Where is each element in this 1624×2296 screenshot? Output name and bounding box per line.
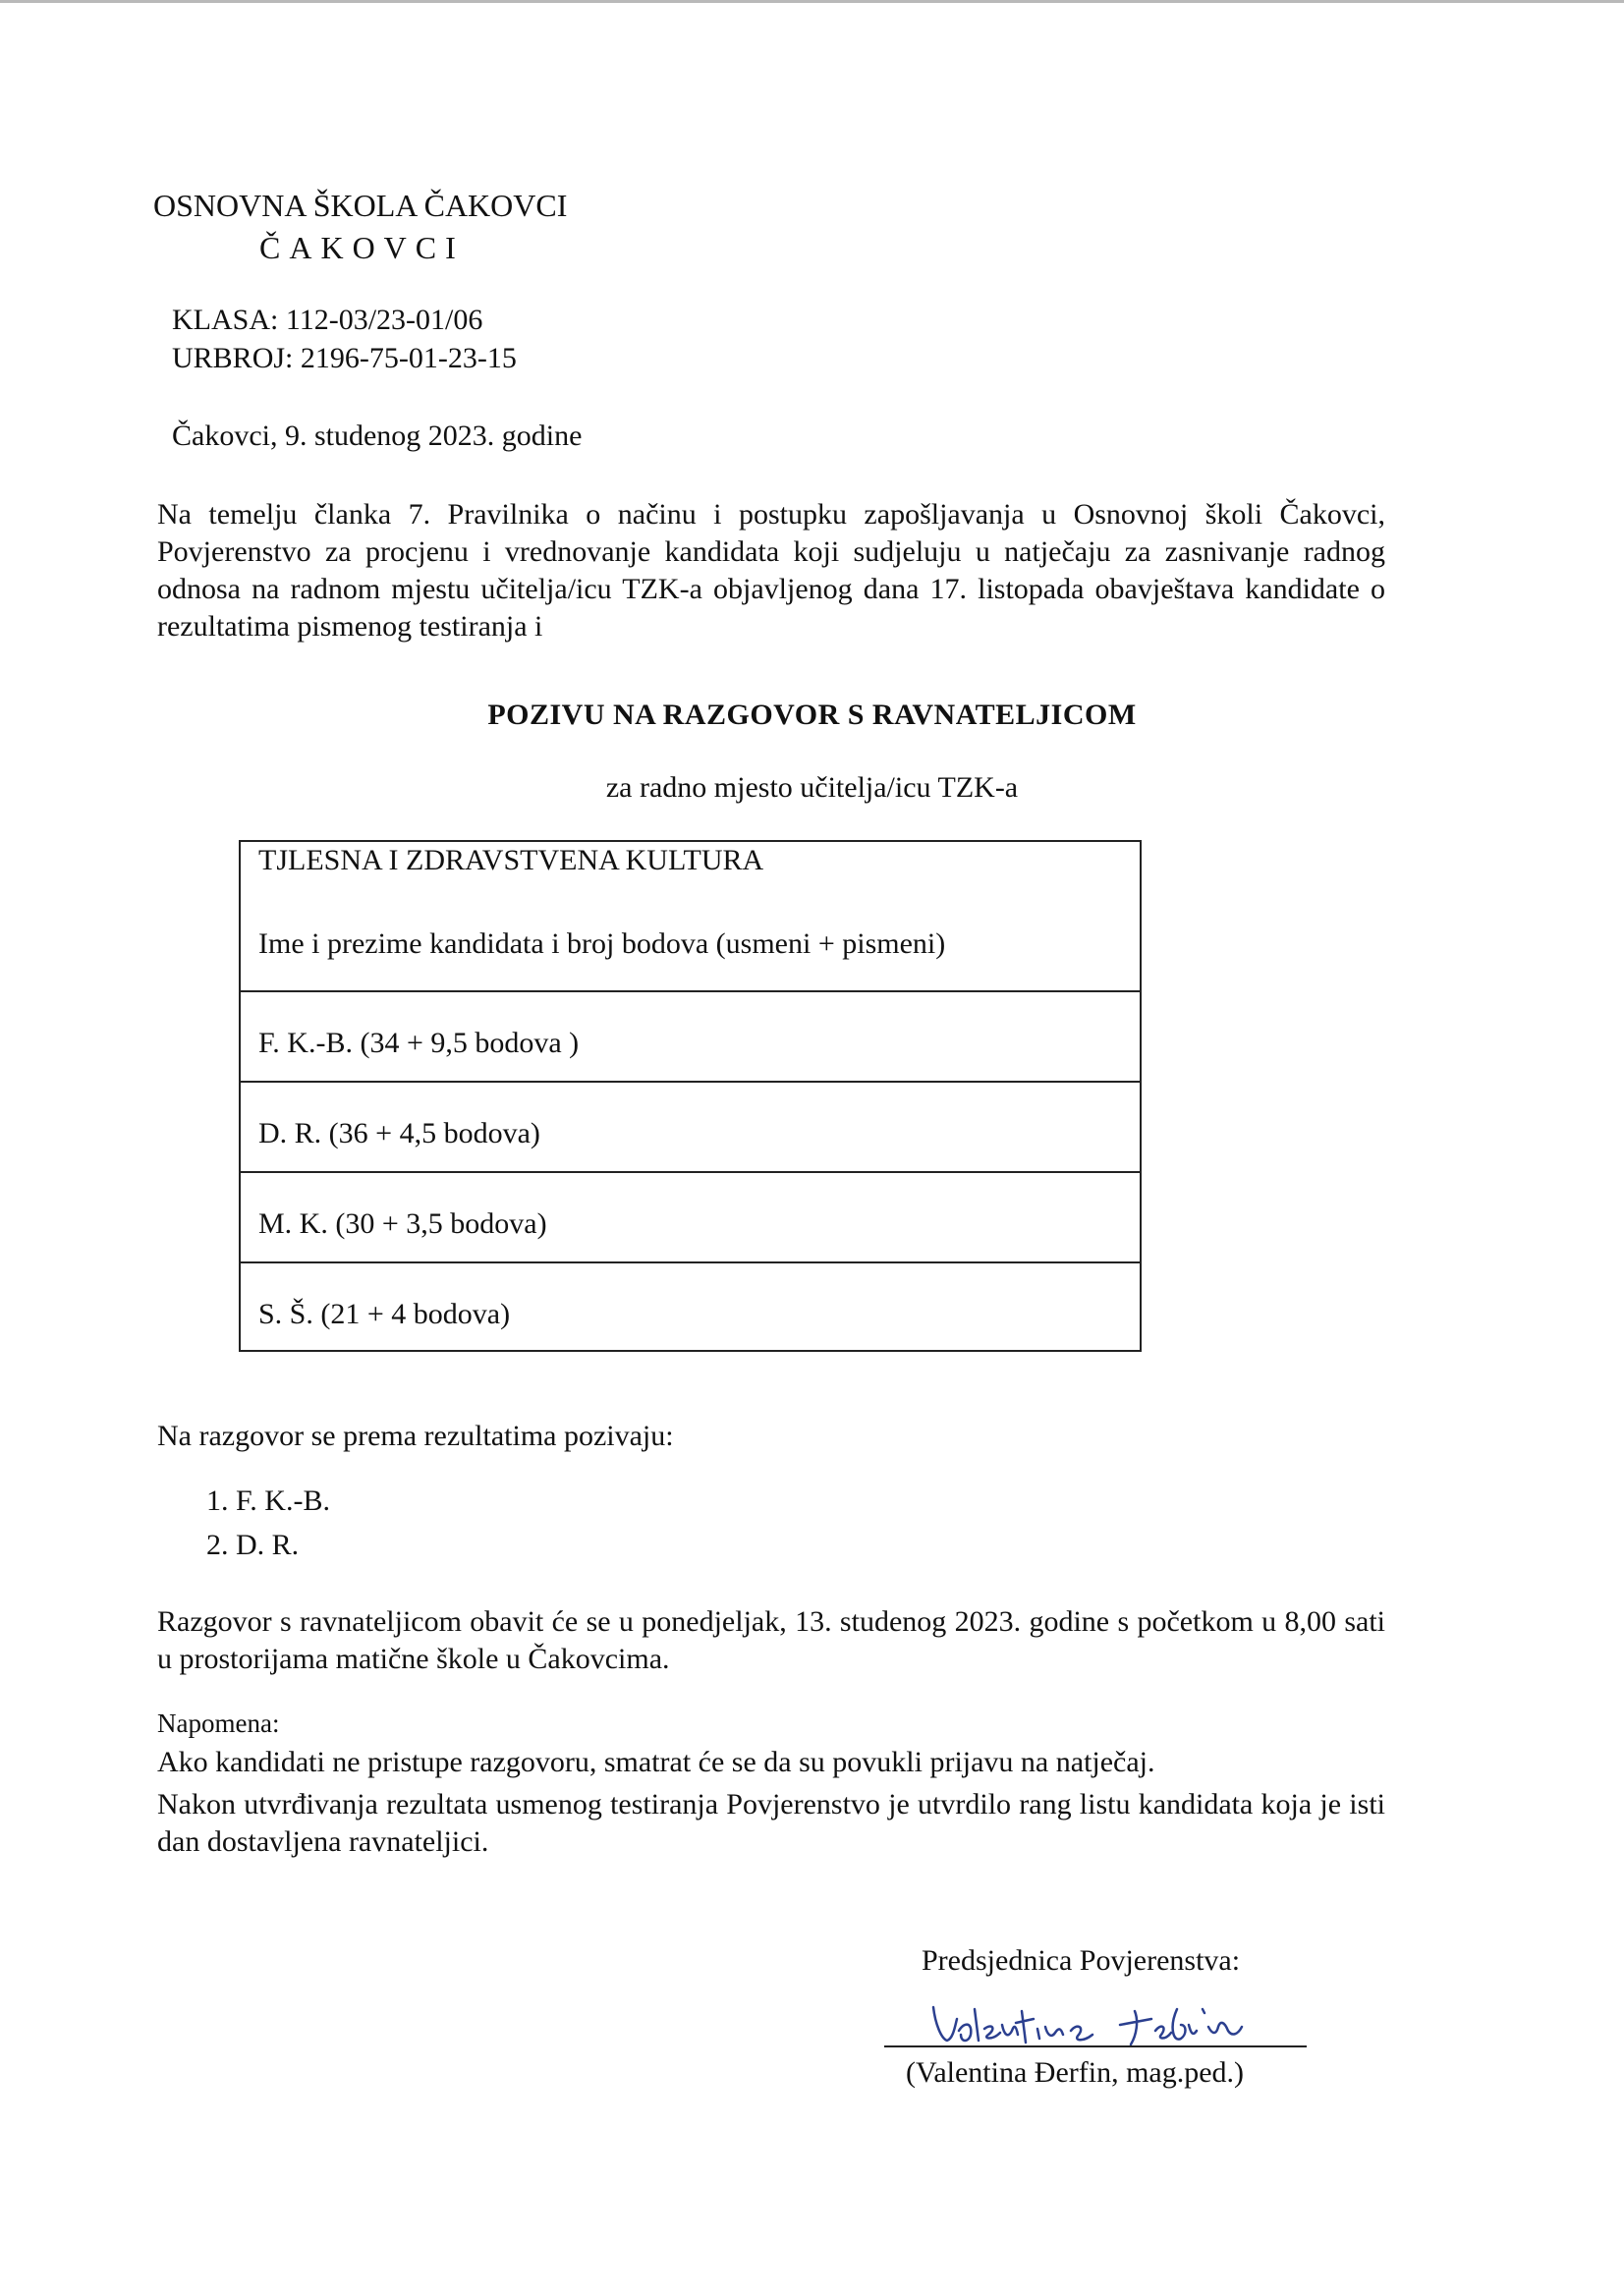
table-header <box>241 842 1140 992</box>
table-column-header: Ime i prezime kandidata i broj bodova (usmeni + pismeni) <box>258 927 946 960</box>
results-table <box>239 840 1142 1352</box>
handwritten-signature <box>924 1989 1297 2058</box>
document-subheading: za radno mjesto učitelja/icu TZK-a <box>605 771 1019 804</box>
table-row <box>241 1263 1140 1350</box>
signatory-name: (Valentina Đerfin, mag.ped.) <box>906 2056 1245 2089</box>
table-row <box>241 1083 1140 1173</box>
document-date: Čakovci, 9. studenog 2023. godine <box>172 420 583 452</box>
table-cell: S. Š. (21 + 4 bodova) <box>258 1298 511 1330</box>
document-heading: POZIVU NA RAZGOVOR S RAVNATELJICOM <box>487 699 1137 731</box>
signature-line <box>884 2045 1307 2047</box>
intro-paragraph: Na temelju članka 7. Pravilnika o načinu i postupku zapošljavanja u Osnovnoj školi Čakovci, Povjerenstvo za procjenu i vrednovanje kandidata koji sudjeluju u natječaju za zasnivanje radnog odnosa na radnom mjestu učitelja/icu TZK-a objavljenog dana 17. listopada obavještava kandidate o rezultatima pismenog testiranja i <box>157 498 1385 643</box>
signature-title: Predsjednica Povjerenstva: <box>922 1944 1241 1977</box>
table-row <box>241 992 1140 1083</box>
table-cell: F. K.-B. (34 + 9,5 bodova ) <box>258 1027 580 1059</box>
note-line-2: Nakon utvrđivanja rezultata usmenog testiranja Povjerenstvo je utvrdilo rang listu kandidata koja je isti dan dostavljena ravnateljici. <box>157 1788 1385 1858</box>
invited-candidate-2: 2. D. R. <box>206 1529 300 1561</box>
invite-text: Na razgovor se prema rezultatima pozivaju: <box>157 1420 674 1452</box>
table-cell: D. R. (36 + 4,5 bodova) <box>258 1117 540 1149</box>
page-top-rule <box>0 0 1624 3</box>
interview-paragraph: Razgovor s ravnateljicom obavit će se u ponedjeljak, 13. studenog 2023. godine s početkom u 8,00 sati u prostorijama matične škole u Čakovcima. <box>157 1605 1385 1675</box>
invited-candidate-1: 1. F. K.-B. <box>206 1484 330 1517</box>
school-name: OSNOVNA ŠKOLA ČAKOVCI <box>153 188 568 223</box>
klasa-reference: KLASA: 112-03/23-01/06 <box>172 304 483 336</box>
table-cell: M. K. (30 + 3,5 bodova) <box>258 1207 547 1240</box>
table-subject: TJLESNA I ZDRAVSTVENA KULTURA <box>258 844 764 876</box>
school-city: ČAKOVCI <box>259 230 465 265</box>
note-label: Napomena: <box>157 1708 280 1738</box>
note-line-1: Ako kandidati ne pristupe razgovoru, smatrat će se da su povukli prijavu na natječaj. <box>157 1746 1155 1778</box>
urbroj-reference: URBROJ: 2196-75-01-23-15 <box>172 342 517 374</box>
table-row <box>241 1173 1140 1263</box>
